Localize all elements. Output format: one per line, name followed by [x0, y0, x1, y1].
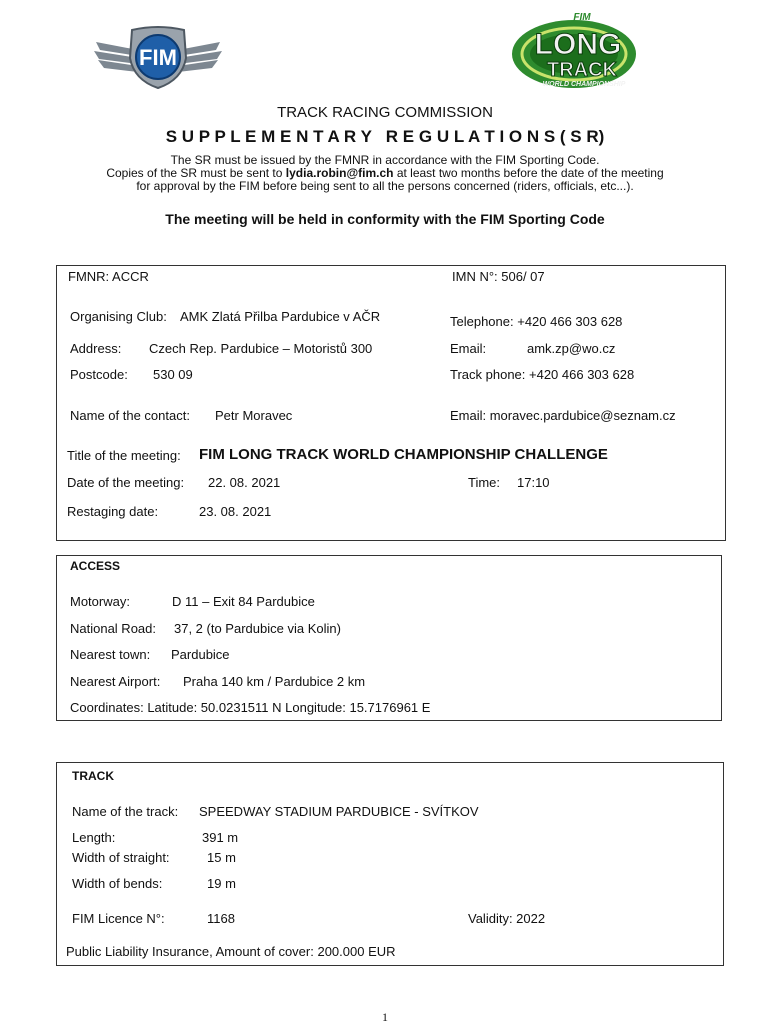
note-line-3: for approval by the FIM before being sent to all the persons concerned (riders, officials, etc...). — [136, 179, 634, 193]
fmnr: FMNR: ACCR — [68, 269, 149, 284]
licence-label: FIM Licence N°: — [72, 911, 165, 926]
meeting-info-box — [56, 265, 726, 541]
length-label: Length: — [72, 830, 116, 845]
organising-club-value: AMK Zlatá Přilba Pardubice v AČR — [180, 309, 381, 324]
access-box — [56, 555, 722, 721]
commission-title: TRACK RACING COMMISSION — [277, 104, 493, 121]
nearest-town-value: Pardubice — [171, 647, 230, 662]
postcode-label: Postcode: — [70, 367, 128, 382]
postcode-value: 530 09 — [153, 367, 193, 382]
motorway-label: Motorway: — [70, 594, 130, 609]
email-value: amk.zp@wo.cz — [527, 341, 616, 356]
imn-number: IMN N°: 506/ 07 — [452, 269, 545, 284]
long-track-line1: LONG — [534, 28, 622, 61]
meeting-date-label: Date of the meeting: — [67, 475, 185, 490]
long-track-sub: WORLD CHAMPIONSHIP — [542, 81, 626, 88]
track-name-value: SPEEDWAY STADIUM PARDUBICE - SVÍTKOV — [199, 804, 479, 819]
motorway-value: D 11 – Exit 84 Pardubice — [172, 594, 315, 609]
long-track-logo — [508, 10, 644, 92]
width-bends-value: 19 m — [207, 876, 236, 891]
width-straight-label: Width of straight: — [72, 850, 170, 865]
nearest-town-label: Nearest town: — [70, 647, 151, 662]
coordinates: Coordinates: Latitude: 50.0231511 N Longitude: 15.7176961 E — [70, 700, 431, 715]
width-bends-label: Width of bends: — [72, 876, 163, 891]
note-line-1: The SR must be issued by the FMNR in accordance with the FIM Sporting Code. — [170, 153, 600, 167]
document-title: S U P P L E M E N T A R Y R E G U L A T I O N S ( S R) — [165, 127, 605, 146]
length-value: 391 m — [202, 830, 239, 845]
insurance: Public Liability Insurance, Amount of cover: 200.000 EUR — [66, 944, 396, 959]
organising-club-label: Organising Club: — [70, 309, 167, 324]
track-phone: Track phone: +420 466 303 628 — [450, 367, 635, 382]
national-road-label: National Road: — [70, 621, 156, 636]
contact-value: Petr Moravec — [215, 408, 293, 423]
note-line-2: Copies of the SR must be sent to lydia.robin@fim.ch at least two months before the date of the meeting — [106, 166, 664, 180]
meeting-title-label: Title of the meeting: — [67, 448, 181, 463]
licence-value: 1168 — [207, 911, 235, 926]
long-track-line2: TRACK — [547, 59, 617, 81]
nearest-airport-value: Praha 140 km / Pardubice 2 km — [183, 674, 366, 689]
contact-email: Email: moravec.pardubice@seznam.cz — [450, 408, 676, 423]
conformity-statement: The meeting will be held in conformity with the FIM Sporting Code — [165, 211, 605, 227]
time-value: 17:10 — [517, 475, 550, 490]
page-number: 1 — [382, 1010, 388, 1024]
long-track-top-text: FIM — [573, 12, 591, 23]
national-road-value: 37, 2 (to Pardubice via Kolin) — [174, 621, 341, 636]
address-label: Address: — [70, 341, 122, 356]
fim-logo-text: FIM — [139, 45, 177, 70]
telephone: Telephone: +420 466 303 628 — [450, 314, 623, 329]
restaging-value: 23. 08. 2021 — [199, 504, 272, 519]
address-value: Czech Rep. Pardubice – Motoristů 300 — [149, 341, 373, 356]
validity: Validity: 2022 — [468, 911, 546, 926]
track-heading: TRACK — [72, 769, 114, 783]
width-straight-value: 15 m — [207, 850, 236, 865]
access-heading: ACCESS — [70, 559, 121, 573]
email-label: Email: — [450, 341, 487, 356]
meeting-title-value: FIM LONG TRACK WORLD CHAMPIONSHIP CHALLENGE — [199, 446, 608, 463]
fim-logo — [90, 22, 226, 92]
time-label: Time: — [468, 475, 501, 490]
nearest-airport-label: Nearest Airport: — [70, 674, 161, 689]
track-name-label: Name of the track: — [72, 804, 179, 819]
restaging-label: Restaging date: — [67, 504, 159, 519]
email-link[interactable]: lydia.robin@fim.ch — [285, 166, 394, 180]
meeting-date-value: 22. 08. 2021 — [208, 475, 281, 490]
contact-label: Name of the contact: — [70, 408, 190, 423]
